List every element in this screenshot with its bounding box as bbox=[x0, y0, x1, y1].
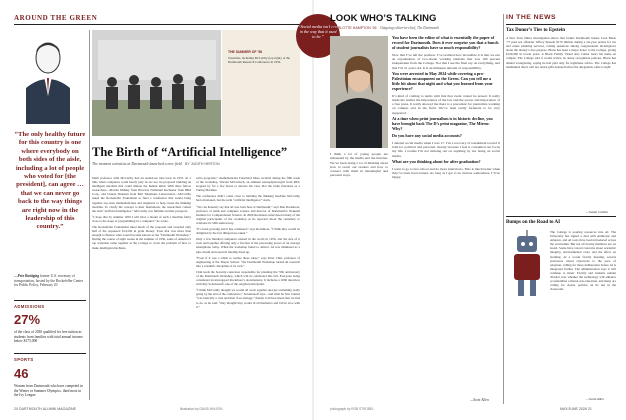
page-folio-right: MAY/JUNE 2026 21 bbox=[560, 407, 592, 411]
admissions-stat: 27% bbox=[14, 312, 41, 327]
sports-text: Women from Dartmouth who have competed in the Winter or Summer Olympics, third most in the Ivy League bbox=[14, 384, 83, 397]
article-paragraph: The conference didn’t come close to building the thinking machine McCarthy had envisioned, but the term “artificial intelligence” stuck. bbox=[196, 194, 300, 203]
article-deck: The moment scientists at Dartmouth launched a new field bbox=[92, 162, 182, 166]
pull-quote-attribution bbox=[14, 274, 86, 288]
news-rule bbox=[506, 24, 616, 25]
news-item-body: The College is pouring resources into AI. The University has signed a deal with Anthropic and Amazon, and AI tools have been introduced across the curriculum. But not all faculty members are on board. Some have voiced concerns about academic integrity, environmental costs, and the effect on learning. At a recent faculty meeting, several professors raised objections to the pace of adoption, calling for more deliberation before AI is integrated further. The administration says it will continue to listen. Faculty and students remain divided over whether the technology will enhance or undermine a liberal arts education, and many are calling for clearer policies on its use in the classroom. bbox=[550, 230, 616, 292]
article-paragraph: “It’s been growing and it has continued,” says Rockmore. “I think they would be delighted by the fact things have taken.” bbox=[196, 227, 300, 236]
article-paragraph: The Rockefeller Foundation liked much of the proposal and awarded only half of the requested $14,500 in grant money. Even that was more than enough to finance what would become known as the “Dartmouth Workshop.” During the course of eight weeks in the summer of 1956, some of America’s top scientists came together at the College to crack the problem of how to make intelligent machines. bbox=[92, 225, 191, 250]
hampton-portrait bbox=[330, 36, 388, 148]
article-paragraph: “Even if it was a while to realize those ideas,” says Peter Chin, professor of engineering at the Thayer School. “the Dartmouth Workshop turned AI research into a scientific discipline of its own.” bbox=[196, 255, 300, 268]
admissions-text: of the class of 2030 qualified for free tuition as students from families with total annual income below $175,000 bbox=[14, 330, 83, 343]
interview-answer: It’s kind of coming to terms with that that event cannot be erased. It really made me realize the importance of the law and the power and importance of a free press. It really showed me there is a precedent for journalists working on campus and in the field. We’ve been really fortunate to be very supported. bbox=[392, 93, 500, 115]
interview-body bbox=[392, 36, 500, 182]
article-column-1 bbox=[92, 176, 191, 402]
page-gutter bbox=[312, 0, 314, 420]
buttigieg-illustration bbox=[22, 36, 74, 124]
interviewee-title: Outgoing editor-in-chief, The Dartmouth bbox=[380, 26, 440, 30]
article-title: The Birth of “Artificial Intelligence” bbox=[92, 145, 288, 159]
photo-caption-panel bbox=[222, 30, 300, 136]
news-item-signature: —Susan Collins bbox=[586, 210, 608, 214]
in-the-news-panel bbox=[506, 14, 616, 404]
photo-caption: Scientists, including McCarthy (top right), at the Dartmouth Research Conference in 1956. bbox=[228, 56, 290, 64]
section-heading: AROUND THE GREEN bbox=[14, 14, 98, 22]
attribution-name: —Pete Buttigieg bbox=[14, 274, 40, 278]
news-item-signature: —Scott Allen bbox=[586, 397, 604, 401]
article-paragraph: write programs,” mathematician Trenchard More recalled during the fifth week of the workshop. Warren McCulloch, an eminent neurophysiologist from MIT, stopped by for a few hours to discuss his view that the brain functions as a Turing Machine. bbox=[196, 176, 300, 193]
workshop-group-photo bbox=[92, 30, 221, 136]
interview-answer: Now that I’ve left the position, I’ve realized how incredible it is that we run an organization of two-dozen working students that was 100 percent independent from the College. Not that I see the final say on everything, and that I’m 21 years old. It is an immense amount of responsibility. bbox=[392, 52, 500, 70]
article-paragraph: Math professor John McCarthy had an audacious idea back in 1955. At a time when computers could barely play tic-tac-toe, he proposed building an intelligent machine that could imitate the human mind. With three fellow researchers—Marvin Minsky from Harvard, Nathaniel Rochester from IBM Corp., and Claude Shannon from Bell Telephone Laboratories—McCarthy asked the Rockefeller Foundation to fund a conference that would bring together top-class mathematicians and engineers to help create the thinking machine. To clarify the concept to their institutions, the researchers coined the term “artificial intelligence.” McCarthy was fulltime on their prospects. bbox=[92, 176, 191, 213]
page-folio-left: 20 DARTMOUTH ALUMNI MAGAZINE bbox=[14, 407, 77, 411]
interview-question: You were arrested in May 2024 while covering a pro-Palestinian encampment on the Green. Can you tell me a little bit about that night and what you learned from your experience? bbox=[392, 70, 493, 91]
news-item-body: A New York Times investigation shows that former Dartmouth trustee Leon Black ’77 paid sex offender Jeffrey Epstein $170 million during a six-year period for tax and estate planning services, raising questions among congressional investigators about the money’s true purpose. Black has been a major donor to the College, giving $100,000 in recent years. A Black Family Visual Arts Center bears his name on campus. The College said it would review its donor recognition policies. Black has denied wrongdoing, saying he had paid only for legitimate advice. The College has maintained that it will not return gifts donated before the allegations came to light. bbox=[506, 36, 616, 69]
article-paragraph: “We can honestly say that AI was born here at Dartmouth,” says Dan Rockmore, professor of math and computer science and director of Dartmouth’s Neukom Institute for Computational Science. In 2006 Rockmore interviewed many of the original participants of the workshop as he reported about the centenary to celebrate its 50th anniversary. bbox=[196, 204, 300, 225]
article-paragraph: Chin leads the Security-conscious responsible for planning the 70th anniversary of the Dartmouth Workshop, which will be celebrated this fall. Everyone being considered an unwrapped Rockmore’s documentary. It includes a 2006 interview with Ray Solomonoff, one of the original participants. bbox=[196, 269, 300, 287]
news-divider bbox=[503, 14, 504, 404]
interview-answer: I deleted social media when I was 17. I’m a recovery of resentment toward it both for political and personal, mostly because I feel it consumed our focus my life. I realize I’m not missing out on anything by not being on social media. bbox=[392, 140, 500, 158]
photo-caption-title: THE SUMMER OF ’56 bbox=[228, 50, 263, 54]
admissions-label: ADMISSIONS bbox=[14, 304, 45, 309]
interview-question: You have been the editor of what is essentially the paper of record for Dartmouth. Does it ever surprise you that a bunch of student journalists have so much responsibility? bbox=[392, 35, 499, 50]
article-column-2 bbox=[196, 176, 300, 402]
interviewee-name: CHARLOTTE HAMPTON ’26 bbox=[330, 26, 377, 30]
news-heading: IN THE NEWS bbox=[506, 14, 557, 21]
article-paragraph: “I hope that by summer 1956 I will have a model of such a machine fairly close to the stage of programming in a computer,” he wrote. bbox=[92, 214, 191, 223]
interview-signature: —Scott Allen bbox=[470, 398, 489, 402]
interview-question: At a time when print journalism is in historic decline, you have brought back The D’s print magazine, The Mirror. Why? bbox=[392, 116, 493, 131]
sports-label: SPORTS bbox=[14, 357, 34, 362]
article-byline: BY JUDITH HERTON bbox=[185, 162, 220, 166]
look-heading: LOOK WHO’S TALKING bbox=[330, 13, 437, 24]
interview-column-left bbox=[330, 152, 388, 180]
sports-rule bbox=[14, 353, 86, 354]
news-item-title: Bumps on the Road to AI bbox=[506, 220, 561, 225]
article-paragraph: “I think McCarthy thought we would all work together and get something really going by the end of the conference,” Solomonoff says—and what he first wanted “was basically a cure and then if an analogy.” Kenny it did not mean that we had to do, as he said, “they thought they would in all thematics and fall in love with it.” bbox=[196, 288, 300, 309]
interview-answer: I want to go to law school and do more interviews. This is much better when they’ve been hard earned. As long as I get to be curious somewhere, I’ll be happy. bbox=[392, 166, 500, 180]
section-rule bbox=[14, 24, 302, 25]
illustration-credit: illustration by DAVID WILSON bbox=[180, 407, 223, 411]
pull-quote: “The only healthy future for this country is one where everybody on both sides of the aisle, including a lot of people who voted for [the president], can agree … that we can never go back to the way things are right now in the leadership of this country.” bbox=[14, 131, 86, 231]
column-divider bbox=[89, 30, 90, 400]
attribution-text: former U.S. secretary of transportation, hosted by the Rockefeller Center for Public Policy, February 20 bbox=[14, 274, 84, 288]
bubble-quote: “Social media isn’t real in the way that it used to be.” bbox=[298, 24, 338, 39]
robot-illustration bbox=[506, 230, 548, 300]
news-separator bbox=[506, 216, 616, 217]
photo-credit: photograph by ROB STROBEL bbox=[330, 407, 374, 411]
sports-stat: 46 bbox=[14, 366, 29, 381]
admissions-rule bbox=[14, 300, 86, 301]
interview-question: What are you thinking about for after graduation? bbox=[392, 158, 481, 164]
news-item-title: Tax Donor’s Ties to Epstein bbox=[506, 28, 565, 33]
article-paragraph: Only a few hundred computers existed in the world in 1956, and the size of it even and together offering only a fraction of the processing power of an average smartphone today. When the workshop failed to deliver, AI was dismissed as a pipe dream and research funding dried up. bbox=[196, 237, 300, 254]
interview-question: Do you have any social media accounts? bbox=[392, 132, 462, 138]
interview-answer: I think a lot of young people are exhausted by the media and the internet. We’ve been doing a lot of thinking about how to reach our readers and how to connect with them in meaningful and personal ways. bbox=[330, 152, 388, 178]
